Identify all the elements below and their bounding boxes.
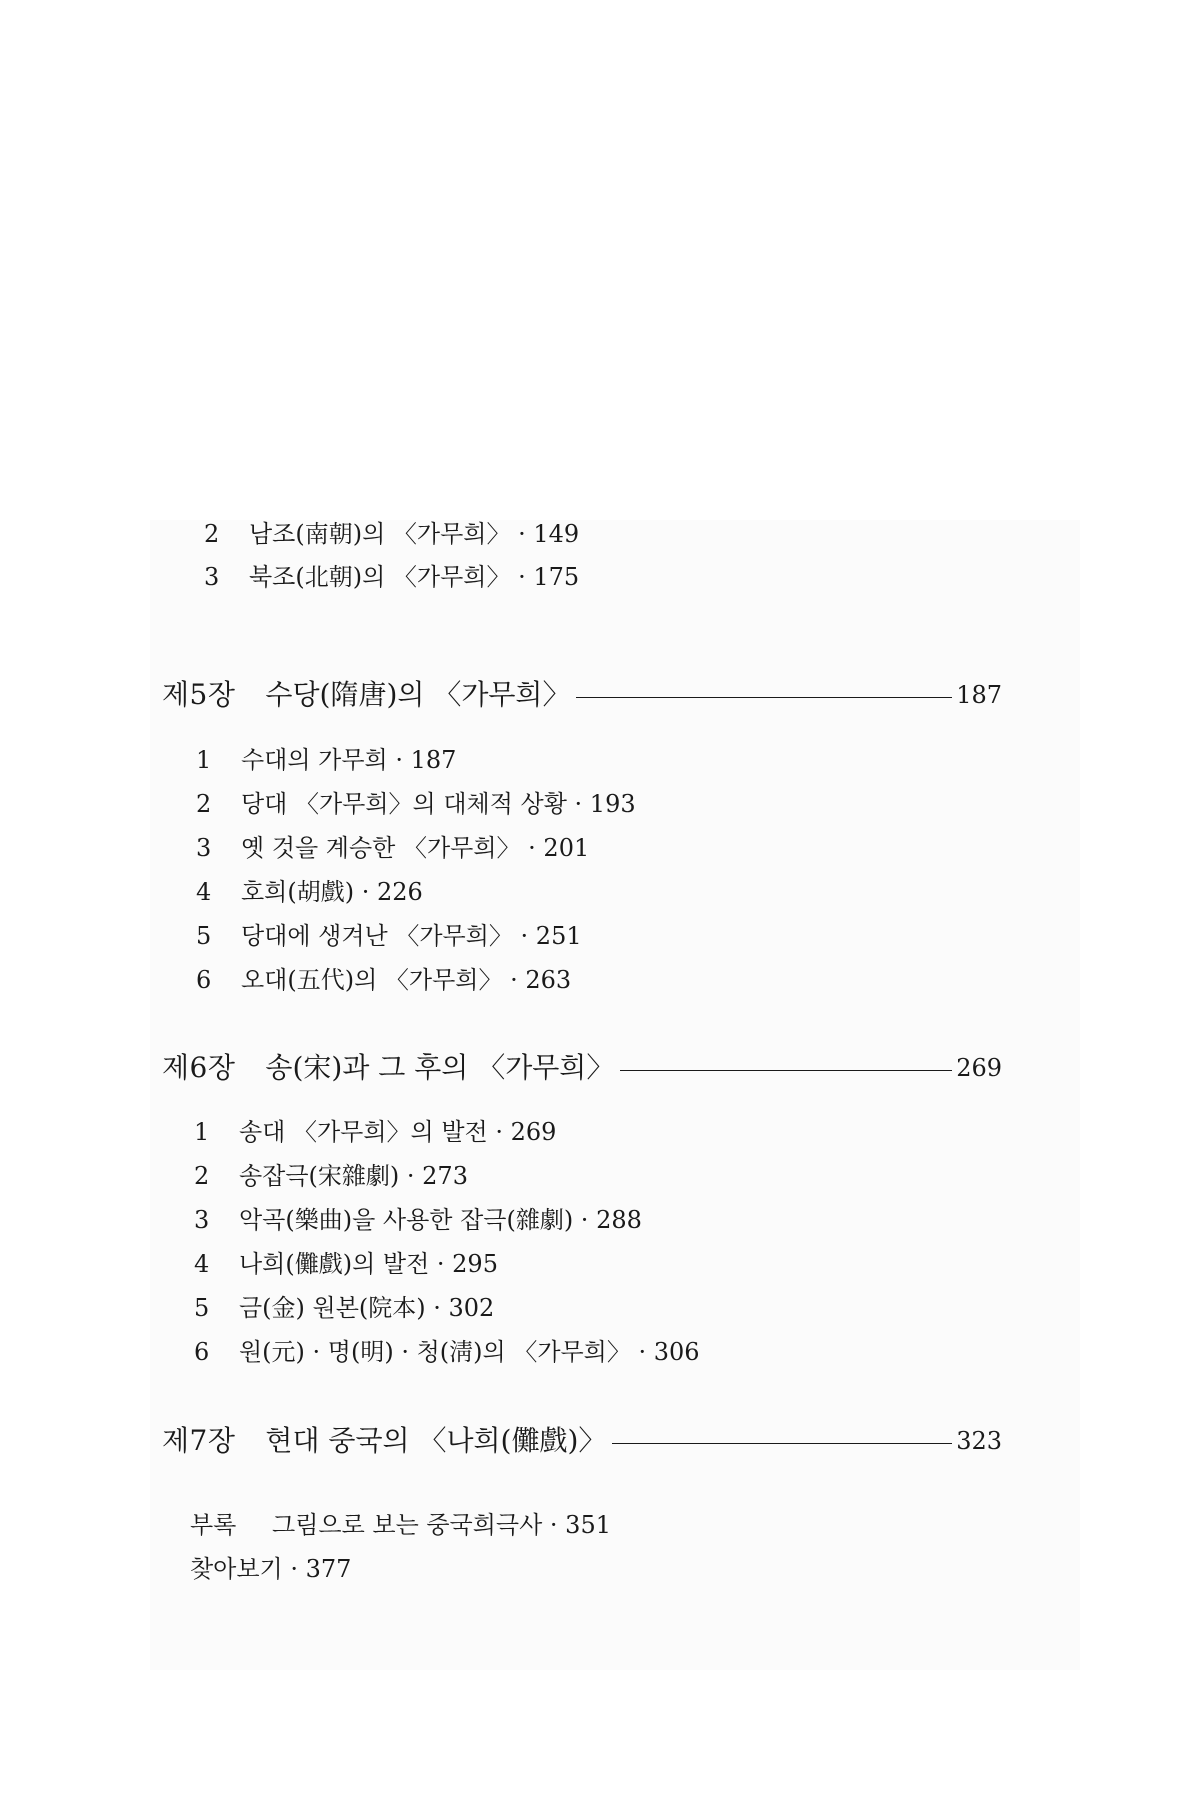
entry-number: 4 — [194, 1250, 210, 1278]
chapter-page-number: 269 — [956, 1054, 1002, 1082]
entry-text: 금(金) 원본(院本) · 302 — [239, 1294, 495, 1322]
chapter-page-number: 187 — [956, 681, 1002, 709]
entry-text: 오대(五代)의 〈가무희〉 · 263 — [241, 966, 572, 994]
entry-number: 5 — [194, 1294, 210, 1322]
chapter-6-heading — [162, 1045, 1002, 1091]
entry-number: 5 — [196, 922, 212, 950]
chapter-label: 제7장 — [162, 1424, 236, 1457]
chapter-title: 수당(隋唐)의 〈가무희〉 — [265, 678, 571, 711]
entry-text: 당대에 생겨난 〈가무희〉 · 251 — [241, 922, 582, 950]
appendix-title: 그림으로 보는 중국희극사 · 351 — [272, 1511, 611, 1539]
entry-text: 호희(胡戲) · 226 — [241, 878, 423, 906]
leader-line — [612, 1443, 952, 1444]
index-entry — [190, 1549, 351, 1589]
chapter-7-heading — [162, 1418, 1002, 1464]
entry-number: 1 — [194, 1118, 210, 1146]
chapter-page-number: 323 — [956, 1427, 1002, 1455]
entry-text: 악곡(樂曲)을 사용한 잡극(雜劇) · 288 — [239, 1206, 642, 1234]
entry-text: 당대 〈가무희〉의 대체적 상황 · 193 — [241, 790, 636, 818]
chapter-title: 송(宋)과 그 후의 〈가무희〉 — [265, 1051, 615, 1084]
entry-text: 수대의 가무희 · 187 — [241, 746, 457, 774]
entry-number: 2 — [204, 520, 220, 548]
entry-text: 원(元) · 명(明) · 청(淸)의 〈가무희〉 · 306 — [239, 1338, 700, 1366]
leader-line — [620, 1070, 952, 1071]
entry-number: 2 — [194, 1162, 210, 1190]
entry-number: 3 — [194, 1206, 210, 1234]
entry-number: 3 — [204, 563, 220, 591]
appendix-entry — [190, 1505, 611, 1545]
entry-text: 북조(北朝)의 〈가무희〉 · 175 — [249, 563, 580, 591]
entry-text: 송잡극(宋雜劇) · 273 — [239, 1162, 468, 1190]
entry-text: 송대 〈가무희〉의 발전 · 269 — [239, 1118, 557, 1146]
entry-number: 3 — [196, 834, 212, 862]
chapter-label: 제6장 — [162, 1051, 236, 1084]
entry-number: 4 — [196, 878, 212, 906]
entry-text: 나희(儺戲)의 발전 · 295 — [239, 1250, 498, 1278]
chapter-title: 현대 중국의 〈나희(儺戲)〉 — [265, 1424, 607, 1457]
entry-text: 옛 것을 계승한 〈가무희〉 · 201 — [241, 834, 590, 862]
appendix-label: 부록 — [190, 1511, 237, 1539]
chapter-label: 제5장 — [162, 678, 236, 711]
entry-number: 6 — [194, 1338, 210, 1366]
entry-text: 남조(南朝)의 〈가무희〉 · 149 — [249, 520, 580, 548]
entry-number: 6 — [196, 966, 212, 994]
entry-number: 2 — [196, 790, 212, 818]
index-text: 찾아보기 · 377 — [190, 1555, 352, 1583]
chapter-5-heading — [162, 672, 1002, 718]
leader-line — [576, 697, 952, 698]
entry-number: 1 — [196, 746, 212, 774]
